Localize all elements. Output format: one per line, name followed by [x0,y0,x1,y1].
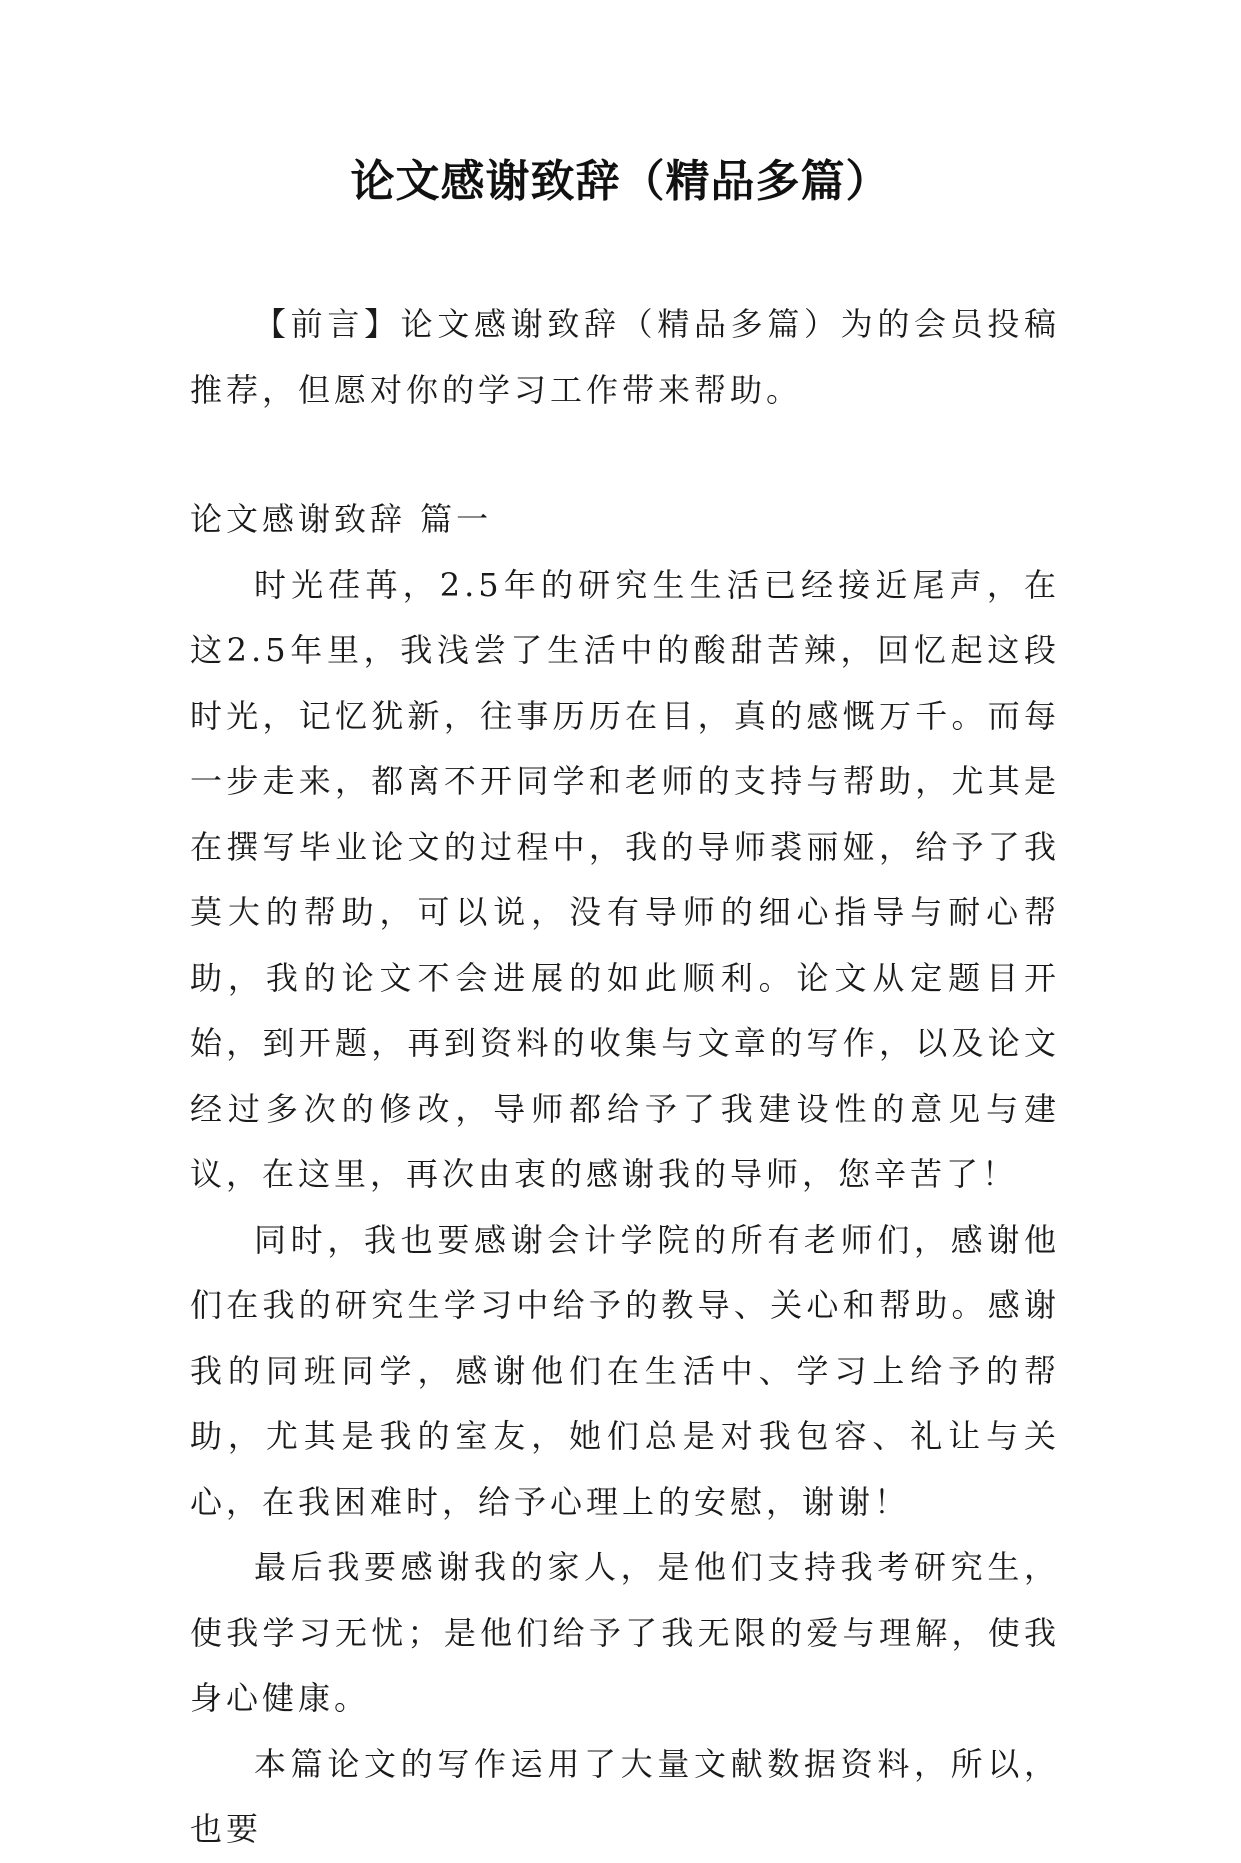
body-paragraph-1: 时光荏苒，2.5年的研究生生活已经接近尾声，在这2.5年里，我浅尝了生活中的酸甜苦辣，回忆起这段时光，记忆犹新，往事历历在目，真的感慨万千。而每一步走来，都离不开同学和老师的支持与帮助，尤其是在撰写毕业论文的过程中，我的导师裘丽娅，给予了我莫大的帮助，可以说，没有导师的细心指导与耐心帮助，我的论文不会进展的如此顺利。论文从定题目开始，到开题，再到资料的收集与文章的写作，以及论文经过多次的修改，导师都给予了我建设性的意见与建议，在这里，再次由衷的感谢我的导师，您辛苦了！ [190,565,1060,1193]
document-title: 论文感谢致辞（精品多篇） [350,156,891,207]
document-body [190,292,1060,1863]
body-paragraph-3: 最后我要感谢我的家人，是他们支持我考研究生，使我学习无忧；是他们给予了我无限的爱与理解，使我身心健康。 [190,1548,1060,1717]
preface-paragraph: 【前言】论文感谢致辞（精品多篇）为的会员投稿推荐，但愿对你的学习工作带来帮助。 [190,305,1060,409]
paragraph-gap [190,423,1060,487]
body-paragraph-2: 同时，我也要感谢会计学院的所有老师们，感谢他们在我的研究生学习中给予的教导、关心和帮助。感谢我的同班同学，感谢他们在生活中、学习上给予的帮助，尤其是我的室友，她们总是对我包容、礼让与关心，在我困难时，给予心理上的安慰，谢谢！ [190,1220,1060,1521]
body-paragraph-4: 本篇论文的写作运用了大量文献数据资料，所以，也要 [190,1744,1060,1848]
section-heading: 论文感谢致辞 篇一 [190,500,493,538]
